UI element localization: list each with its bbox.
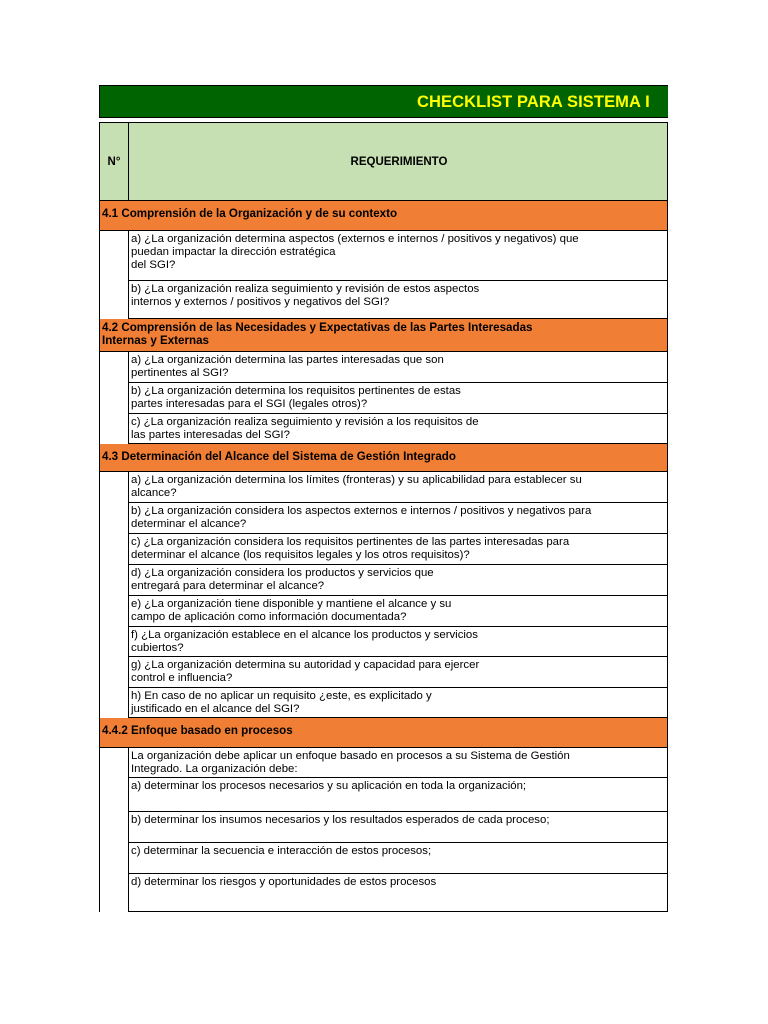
requirement-cell: La organización debe aplicar un enfoque basado en procesos a su Sistema de Gestión Integrado. La organización debe: — [128, 748, 668, 778]
number-cell — [99, 627, 128, 657]
requirement-cell: e) ¿La organización tiene disponible y mantiene el alcance y su campo de aplicación como información documentada? — [128, 596, 668, 627]
number-cell — [99, 281, 128, 319]
table-row — [99, 383, 668, 414]
requirement-cell: d) ¿La organización considera los productos y servicios que entregará para determinar el alcance? — [128, 565, 668, 596]
table-row — [99, 565, 668, 596]
number-cell — [99, 874, 128, 912]
requirement-cell: b) determinar los insumos necesarios y los resultados esperados de cada proceso; — [128, 812, 668, 843]
table-row — [99, 352, 668, 383]
table-row — [99, 812, 668, 843]
number-cell — [99, 688, 128, 718]
number-cell — [99, 843, 128, 874]
number-cell — [99, 231, 128, 281]
requirement-cell: b) ¿La organización realiza seguimiento y revisión de estos aspectos internos y externos / positivos y negativos del SGI? — [128, 281, 668, 319]
table-row — [99, 688, 668, 718]
table-row — [99, 627, 668, 657]
table-row — [99, 414, 668, 444]
requirement-cell: g) ¿La organización determina su autoridad y capacidad para ejercer control e influencia? — [128, 657, 668, 688]
number-cell — [99, 812, 128, 843]
header-requirement: REQUERIMIENTO — [350, 155, 448, 168]
number-cell — [99, 352, 128, 383]
requirement-cell: a) ¿La organización determina los límites (fronteras) y su aplicabilidad para establecer su alcance? — [128, 472, 668, 503]
number-cell — [99, 383, 128, 414]
requirement-cell: b) ¿La organización considera los aspectos externos e internos / positivos y negativos para determinar el alcance? — [128, 503, 668, 534]
number-cell — [99, 748, 128, 778]
requirement-cell: f) ¿La organización establece en el alcance los productos y servicios cubiertos? — [128, 627, 668, 657]
table-row — [99, 843, 668, 874]
table-row — [99, 657, 668, 688]
number-cell — [99, 472, 128, 503]
section-4-1-row: 4.1 Comprensión de la Organización y de su contexto — [99, 201, 668, 231]
number-cell — [99, 414, 128, 444]
requirement-cell: d) determinar los riesgos y oportunidades de estos procesos — [128, 874, 668, 912]
requirement-cell: c) determinar la secuencia e interacción de estos procesos; — [128, 843, 668, 874]
number-cell — [99, 534, 128, 565]
number-cell — [99, 565, 128, 596]
number-cell — [99, 778, 128, 812]
section-4-3-row: 4.3 Determinación del Alcance del Sistema de Gestión Integrado — [99, 444, 668, 472]
table-row — [99, 534, 668, 565]
table-row — [99, 503, 668, 534]
requirement-cell: a) determinar los procesos necesarios y su aplicación en toda la organización; — [128, 778, 668, 812]
table-row — [99, 596, 668, 627]
section-4-2-row: 4.2 Comprensión de las Necesidades y Expectativas de las Partes Interesadas Internas y Externas — [99, 319, 668, 352]
number-cell — [99, 657, 128, 688]
table-row — [99, 874, 668, 912]
requirement-cell: c) ¿La organización considera los requisitos pertinentes de las partes interesadas para determinar el alcance (los requisitos legales y los otros requisitos)? — [128, 534, 668, 565]
requirement-cell: c) ¿La organización realiza seguimiento y revisión a los requisitos de las partes interesadas del SGI? — [128, 414, 668, 444]
requirement-cell: h) En caso de no aplicar un requisito ¿este, es explicitado y justificado en el alcance del SGI? — [128, 688, 668, 718]
checklist-title: CHECKLIST PARA SISTEMA I — [417, 93, 650, 111]
table-row — [99, 472, 668, 503]
title-bar-mask — [668, 85, 768, 118]
header-number: N° — [100, 123, 129, 200]
table-header-row — [99, 122, 668, 201]
number-cell — [99, 596, 128, 627]
number-cell — [99, 503, 128, 534]
table-row — [99, 778, 668, 812]
table-row — [99, 231, 668, 281]
table-row — [99, 748, 668, 778]
requirement-cell: a) ¿La organización determina las partes interesadas que son pertinentes al SGI? — [128, 352, 668, 383]
requirement-cell: a) ¿La organización determina aspectos (externos e internos / positivos y negativos) que puedan impactar la dirección estratégica del SGI? — [128, 231, 668, 281]
requirement-cell: b) ¿La organización determina los requisitos pertinentes de estas partes interesadas para el SGI (legales otros)? — [128, 383, 668, 414]
table-row — [99, 281, 668, 319]
section-4-4-2-row: 4.4.2 Enfoque basado en procesos — [99, 718, 668, 748]
